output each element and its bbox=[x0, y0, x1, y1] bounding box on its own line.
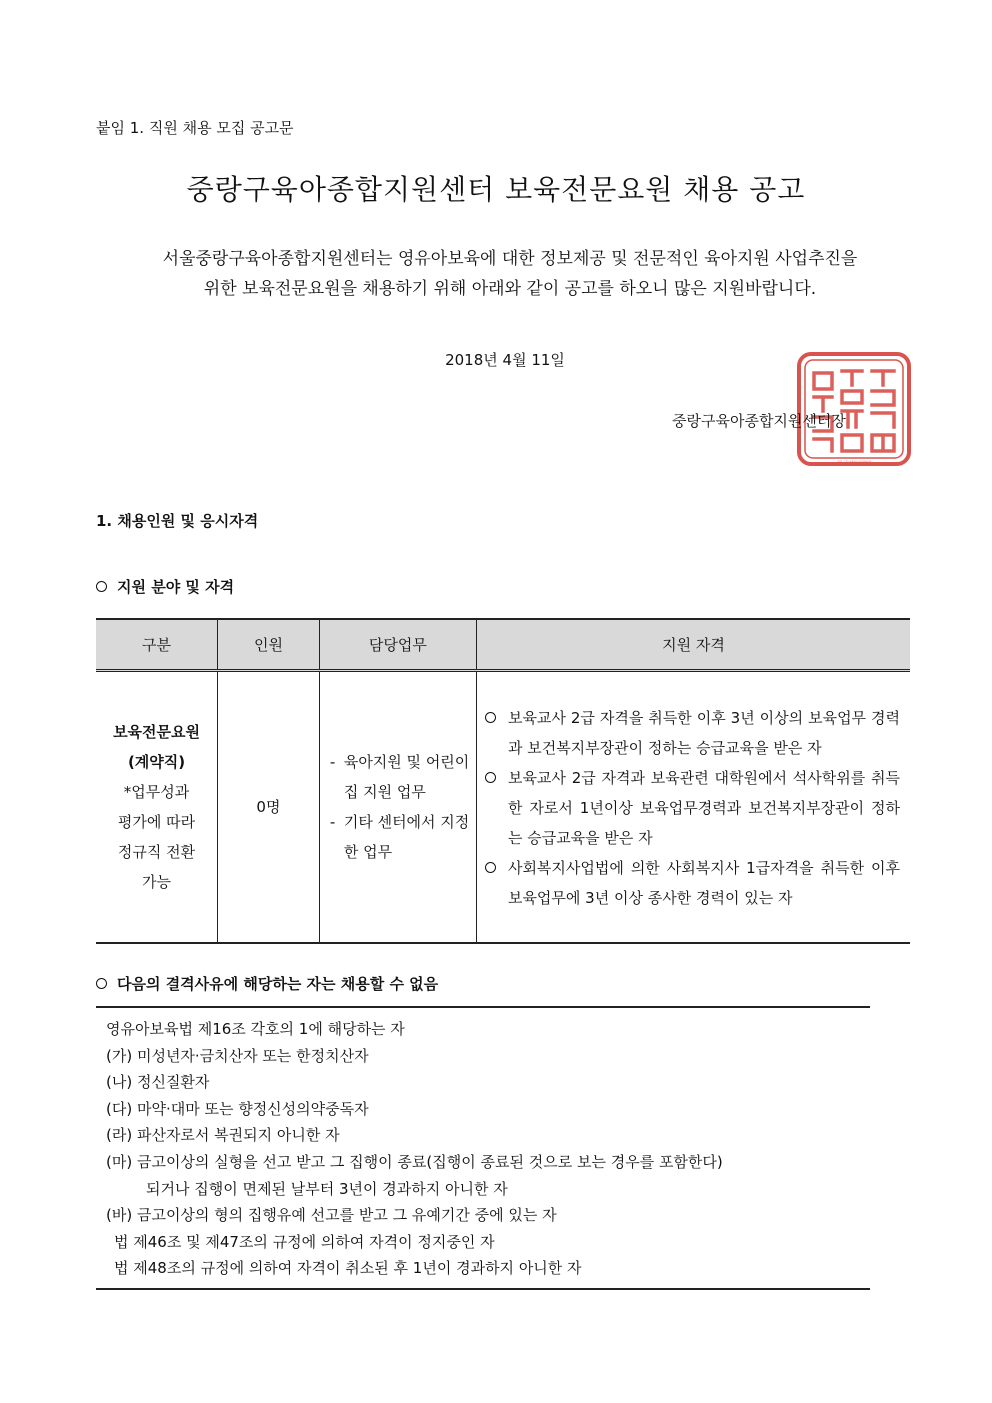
circle-bullet-icon bbox=[96, 978, 107, 989]
intro-line-2: 위한 보육전문요원을 채용하기 위해 아래와 같이 공고를 하오니 많은 지원바랍니다. bbox=[203, 279, 817, 299]
category-cell bbox=[96, 671, 218, 943]
seal-text: 중랑구육아종합지원센터장 bbox=[836, 460, 872, 464]
disqualification-box bbox=[96, 1006, 870, 1290]
duties-cell bbox=[319, 671, 476, 943]
subsection-disqualification bbox=[96, 973, 438, 994]
category-title: 보육전문요원 bbox=[113, 722, 201, 741]
qualification-text: 사회복지사업법에 의한 사회복지사 1급자격을 취득한 이후 보육업무에 3년 이상 종사한 경력이 있는 자 bbox=[507, 859, 900, 908]
qualification-text: 보육교사 2급 자격과 보육관련 대학원에서 석사학위를 취득한 자로서 1년이상 보육업무경력과 보건복지부장관이 정하는 승급교육을 받은 자 bbox=[507, 769, 900, 848]
category-note-2: 평가에 따라 bbox=[117, 812, 196, 831]
disq-line: (라) 파산자로서 복권되지 아니한 자 bbox=[106, 1126, 340, 1145]
header-category: 구분 bbox=[96, 619, 218, 671]
duty-item bbox=[330, 747, 475, 807]
duty-text: 육아지원 및 어린이집 지원 업무 bbox=[343, 752, 470, 801]
disq-line: (마) 금고이상의 실형을 선고 받고 그 집행이 종료(집행이 종료된 것으로 보는 경우를 포함한다) bbox=[106, 1152, 723, 1171]
disq-line: 되거나 집행이 면제된 날부터 3년이 경과하지 아니한 자 bbox=[146, 1179, 508, 1198]
recruitment-table bbox=[96, 618, 910, 944]
attachment-label: 붙임 1. 직원 채용 모집 공고문 bbox=[96, 119, 294, 137]
disq-line: (가) 미성년자·금치산자 또는 한정치산자 bbox=[106, 1046, 369, 1065]
subsection-qualification bbox=[96, 576, 234, 597]
header-duties: 담당업무 bbox=[319, 619, 476, 671]
category-note-3: 정규직 전환 bbox=[117, 842, 196, 861]
circle-bullet-icon bbox=[96, 581, 107, 592]
circle-bullet-icon bbox=[485, 712, 496, 723]
announcement-date: 2018년 4월 11일 bbox=[445, 351, 565, 369]
count-cell: 0명 bbox=[218, 671, 320, 943]
disq-line: (나) 정신질환자 bbox=[106, 1073, 210, 1092]
subsection-disqualification-label: 다음의 결격사유에 해당하는 자는 채용할 수 없음 bbox=[117, 975, 439, 993]
section-1-heading: 1. 채용인원 및 응시자격 bbox=[96, 512, 259, 530]
disq-line: 법 제48조의 규정에 의하여 자격이 취소된 후 1년이 경과하지 아니한 자 bbox=[114, 1259, 582, 1278]
qualification-text: 보육교사 2급 자격을 취득한 이후 3년 이상의 보육업무 경력과 보건복지부장관이 정하는 승급교육을 받은 자 bbox=[507, 709, 900, 758]
qualification-item bbox=[485, 703, 900, 763]
duty-text: 기타 센터에서 지정한 업무 bbox=[343, 812, 470, 861]
disq-line: (다) 마약·대마 또는 향정신성의약중독자 bbox=[106, 1099, 369, 1118]
qualifications-cell bbox=[476, 671, 910, 943]
official-seal bbox=[796, 351, 912, 467]
intro-line-1: 서울중랑구육아종합지원센터는 영유아보육에 대한 정보제공 및 전문적인 육아지원 사업추진을 bbox=[162, 249, 858, 269]
dash-icon: - bbox=[329, 812, 336, 831]
header-qualifications: 지원 자격 bbox=[476, 619, 910, 671]
subsection-qualification-label: 지원 분야 및 자격 bbox=[117, 578, 235, 596]
circle-bullet-icon bbox=[485, 772, 496, 783]
table-header-row bbox=[96, 619, 910, 671]
qualification-item bbox=[485, 763, 900, 853]
duty-item bbox=[330, 807, 475, 867]
disq-line: (바) 금고이상의 형의 집행유예 선고를 받고 그 유예기간 중에 있는 자 bbox=[106, 1206, 557, 1225]
circle-bullet-icon bbox=[485, 862, 496, 873]
qualification-item bbox=[485, 853, 900, 913]
header-count: 인원 bbox=[218, 619, 320, 671]
category-note-4: 가능 bbox=[142, 872, 172, 891]
category-type: (계약직) bbox=[127, 752, 186, 771]
disq-line: 영유아보육법 제16조 각호의 1에 해당하는 자 bbox=[106, 1020, 405, 1038]
table-row bbox=[96, 671, 910, 943]
signature-name: 중랑구육아종합지원센터장 bbox=[672, 412, 846, 430]
dash-icon: - bbox=[329, 752, 336, 771]
category-note-1: *업무성과 bbox=[123, 782, 190, 801]
intro-paragraph bbox=[100, 244, 920, 304]
disq-line: 법 제46조 및 제47조의 규정에 의하여 자격이 정지중인 자 bbox=[114, 1232, 495, 1251]
page-title: 중랑구육아종합지원센터 보육전문요원 채용 공고 bbox=[186, 173, 806, 206]
